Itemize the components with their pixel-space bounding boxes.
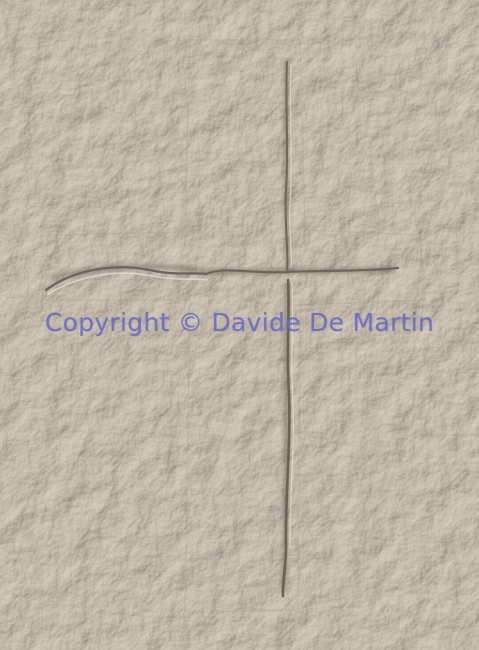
copyright-watermark: Copyright © Davide De Martin (44, 308, 435, 337)
